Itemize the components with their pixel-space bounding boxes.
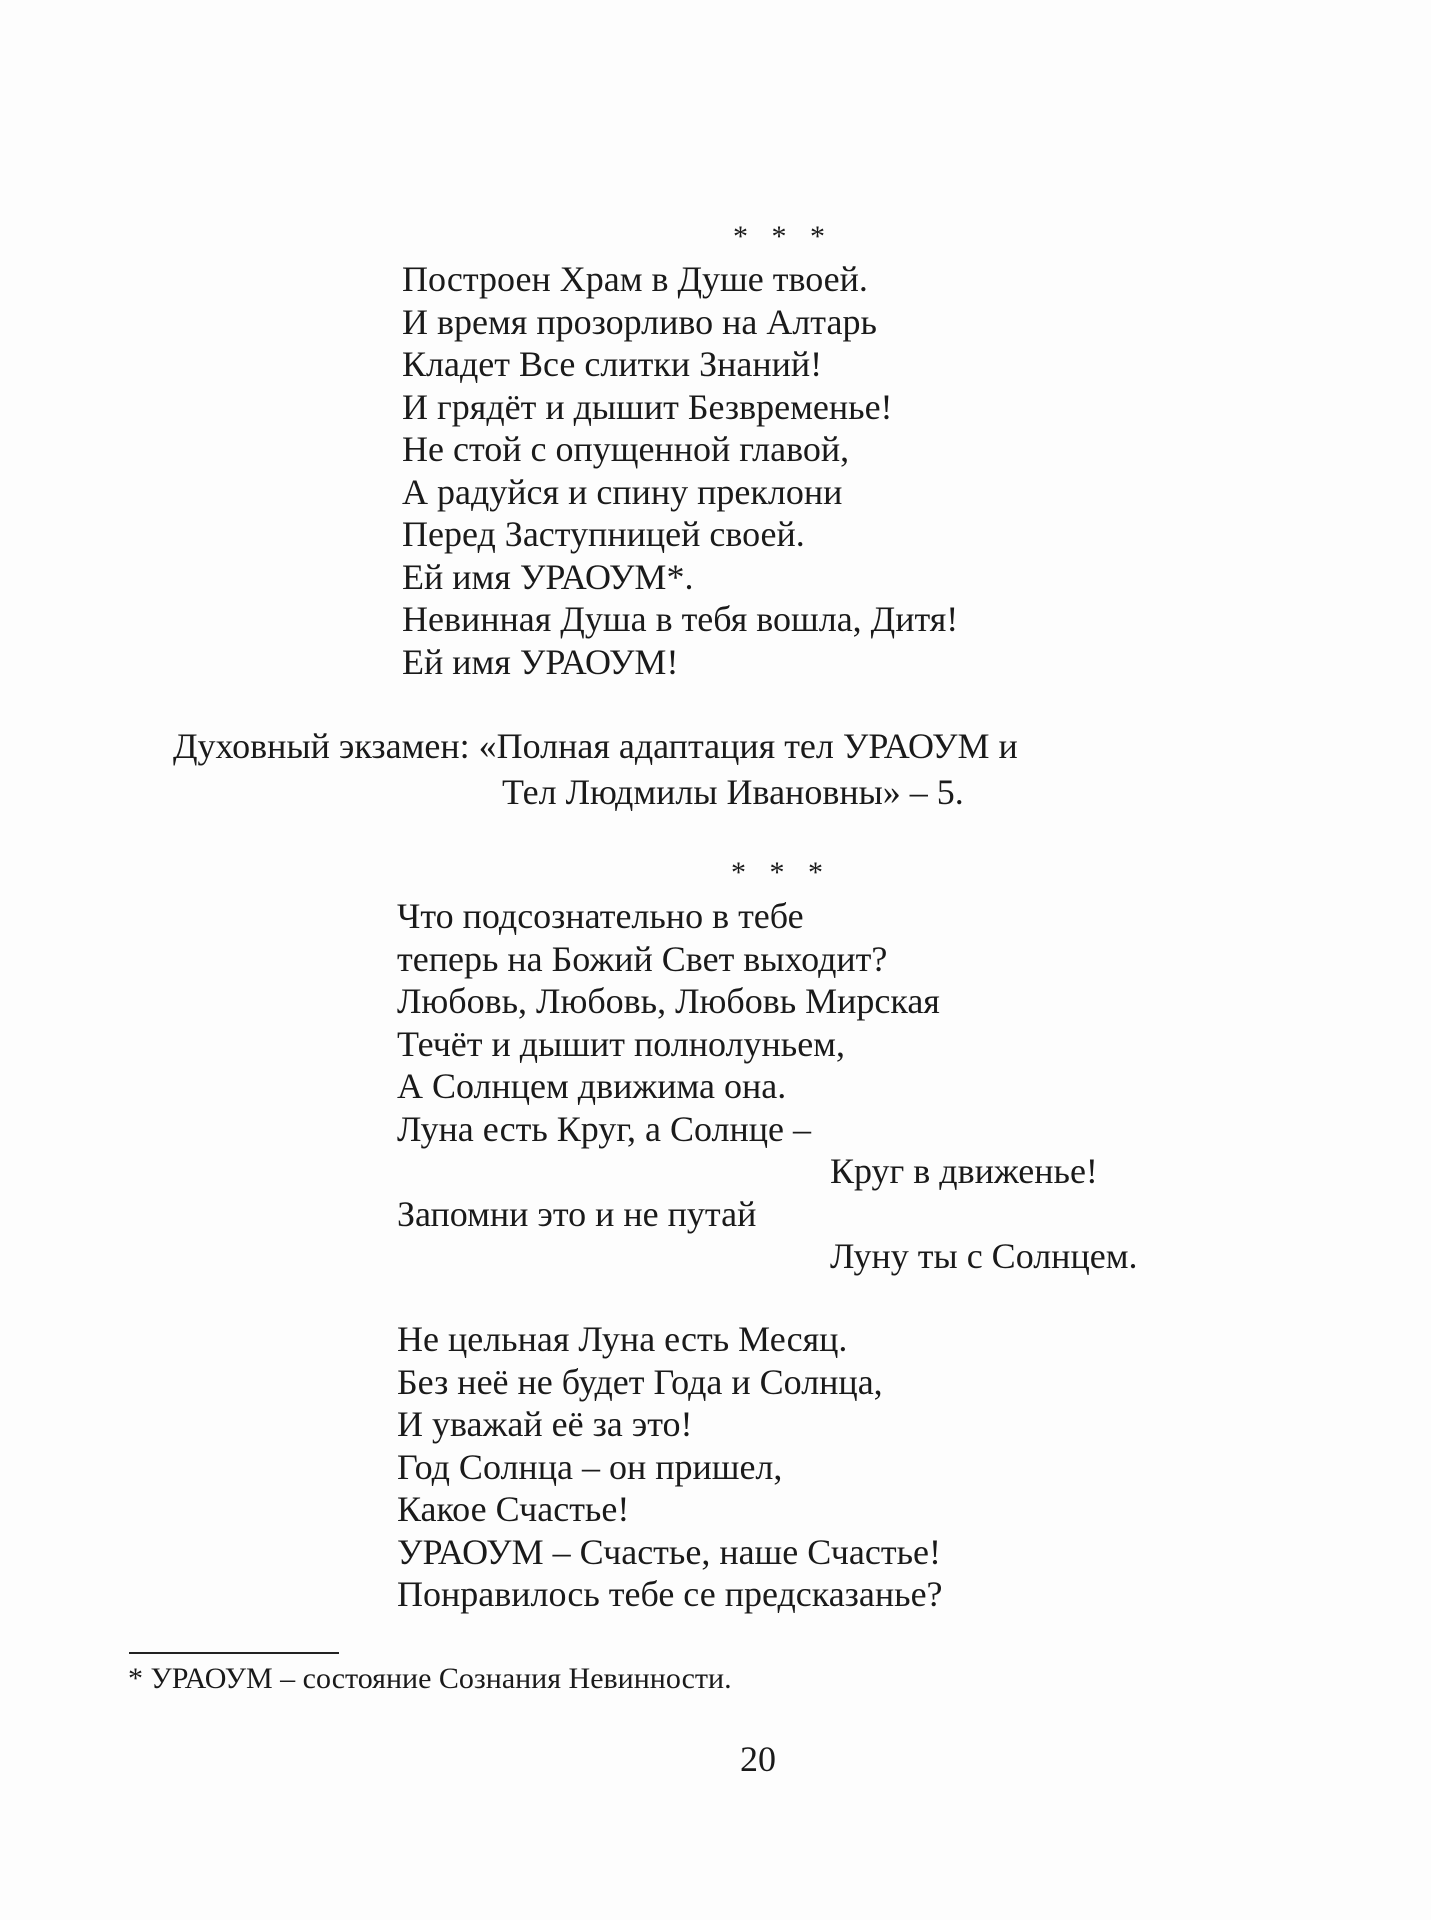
poem-line: И грядёт и дышит Безвременье! bbox=[402, 386, 893, 427]
page-number: 20 bbox=[740, 1739, 776, 1779]
exam-line-2: Тел Людмилы Ивановны» – 5. bbox=[502, 772, 964, 812]
poem-line: Без неё не будет Года и Солнца, bbox=[397, 1361, 883, 1402]
poem-line: Течёт и дышит полнолуньем, bbox=[397, 1023, 845, 1064]
poem-line: УРАОУМ – Счастье, наше Счастье! bbox=[397, 1531, 941, 1572]
poem-line: Что подсознательно в тебе bbox=[397, 896, 804, 936]
poem-line: Какое Счастье! bbox=[397, 1489, 630, 1529]
poem-line: теперь на Божий Свет выходит? bbox=[397, 938, 888, 979]
poem-2-stanza-2 bbox=[397, 1318, 943, 1616]
section-separator-2: * * * bbox=[731, 856, 831, 889]
poem-line: Невинная Душа в тебя вошла, Дитя! bbox=[402, 599, 959, 639]
poem-2-stanza-1 bbox=[397, 895, 1137, 1278]
poem-1 bbox=[402, 258, 958, 683]
poem-line: Луна есть Круг, а Солнце – bbox=[397, 1108, 811, 1149]
poem-line: Ей имя УРАОУМ*. bbox=[402, 556, 694, 597]
footnote: * УРАОУМ – состояние Сознания Невинности. bbox=[128, 1662, 732, 1695]
poem-line: Ей имя УРАОУМ! bbox=[402, 641, 679, 682]
poem-line: Запомни это и не путай bbox=[397, 1193, 757, 1234]
poem-line: Не цельная Луна есть Месяц. bbox=[397, 1319, 848, 1359]
poem-line: Перед Заступницей своей. bbox=[402, 514, 805, 554]
poem-line-indented: Луну ты с Солнцем. bbox=[830, 1236, 1138, 1276]
poem-line-indented: Круг в движенье! bbox=[830, 1151, 1098, 1191]
poem-line: Не стой с опущенной главой, bbox=[402, 429, 850, 469]
poem-line: Понравилось тебе се предсказанье? bbox=[397, 1574, 943, 1614]
footnote-divider bbox=[129, 1652, 339, 1654]
exam-line-1: Духовный экзамен: «Полная адаптация тел УРАОУМ и bbox=[173, 726, 1018, 766]
poem-line: Кладет Все слитки Знаний! bbox=[402, 344, 823, 384]
poem-line: Построен Храм в Душе твоей. bbox=[402, 259, 868, 299]
poem-line: А Солнцем движима она. bbox=[397, 1066, 787, 1106]
poem-line: И время прозорливо на Алтарь bbox=[402, 301, 877, 342]
section-separator-1: * * * bbox=[733, 220, 833, 253]
poem-line: И уважай её за это! bbox=[397, 1404, 693, 1444]
poem-line: А радуйся и спину преклони bbox=[402, 471, 843, 512]
poem-line: Любовь, Любовь, Любовь Мирская bbox=[397, 981, 940, 1021]
poem-line: Год Солнца – он пришел, bbox=[397, 1446, 783, 1487]
